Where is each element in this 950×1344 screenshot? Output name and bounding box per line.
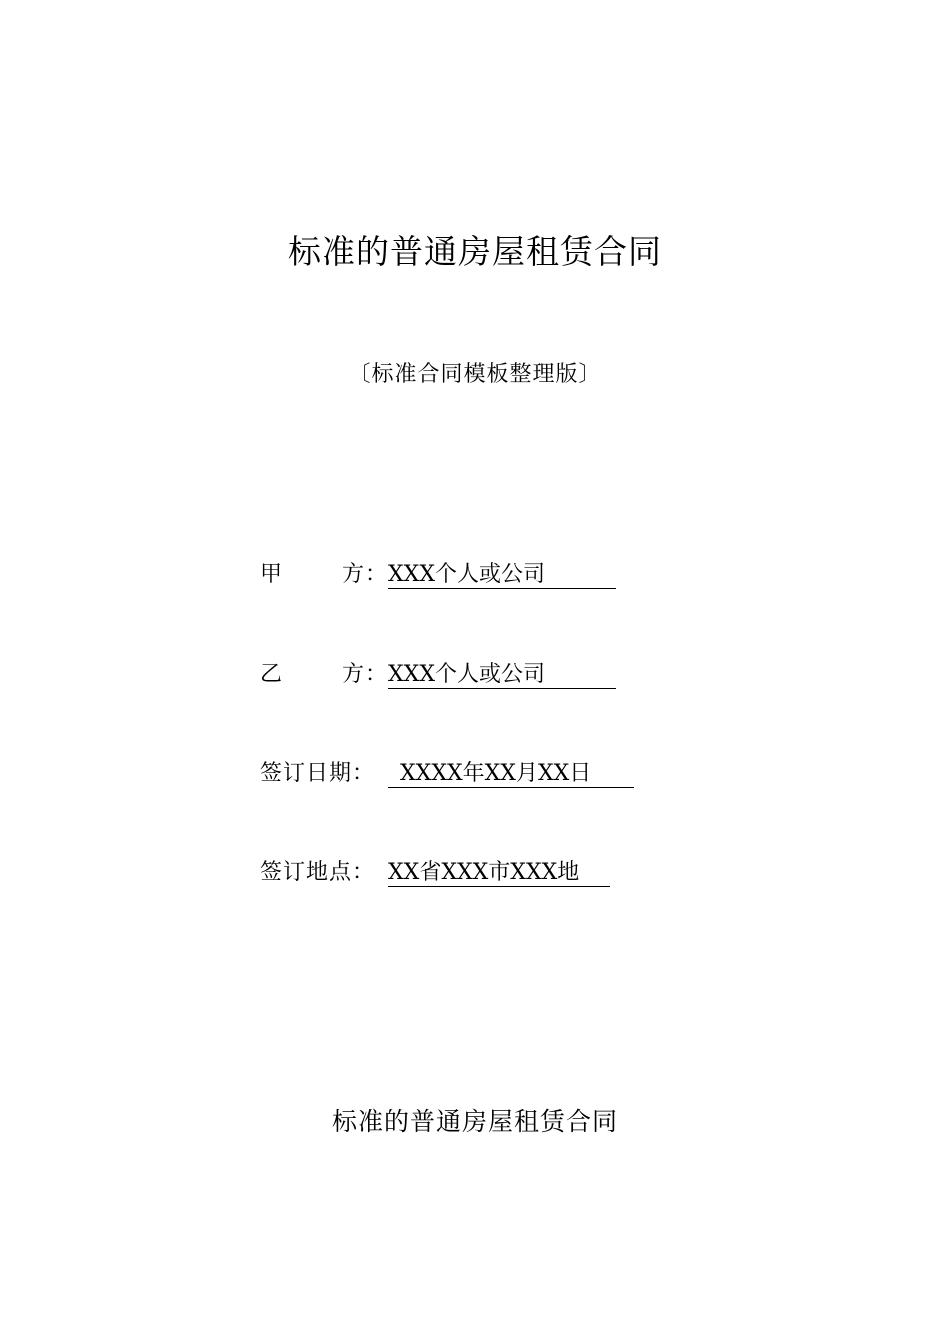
party-a-value: XXX个人或公司 <box>388 562 616 589</box>
signing-place-label: 签订地点： <box>260 860 376 885</box>
document-subtitle: 〔标准合同模板整理版〕 <box>348 362 602 387</box>
signing-place-value: XX省XXX市XXX地 <box>388 860 610 887</box>
signing-date-value: XXXX年XX月XX日 <box>388 761 634 788</box>
party-b-value: XXX个人或公司 <box>388 662 616 689</box>
footer-title: 标准的普通房屋租赁合同 <box>331 1107 618 1136</box>
party-a-row <box>260 558 616 592</box>
document-title: 标准的普通房屋租赁合同 <box>288 232 662 271</box>
signing-date-row <box>260 757 634 791</box>
party-b-label-last: 方： <box>341 662 388 687</box>
party-b-label <box>260 658 388 692</box>
party-b-label-first: 乙 <box>260 662 284 687</box>
party-a-label-last: 方： <box>341 562 388 587</box>
signing-place-row <box>260 856 610 890</box>
party-a-label-first: 甲 <box>260 562 284 587</box>
signing-date-label: 签订日期： <box>260 761 376 786</box>
party-a-label <box>260 558 388 592</box>
party-b-row <box>260 658 616 692</box>
